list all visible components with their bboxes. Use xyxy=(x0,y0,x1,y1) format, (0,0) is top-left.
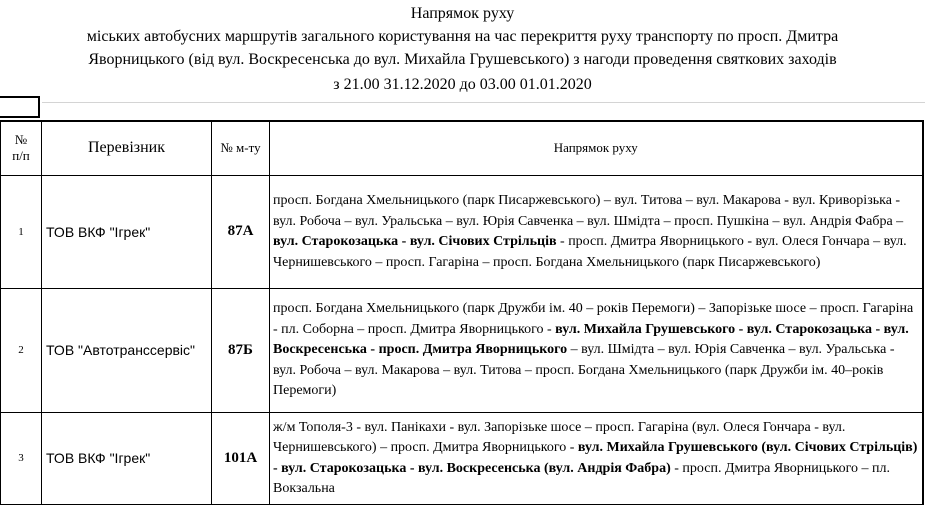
selected-cell[interactable] xyxy=(0,96,40,118)
document-subtitle-line-2: Яворницького (від вул. Воскресенська до вул. Михайла Грушевського) з нагоди проведення святкових заходів xyxy=(88,51,837,68)
direction-segment-closed: вул. Михайла Грушевського - вул. Старокозацька - вул. Воскресенська - просп. Дмитра Яворницького xyxy=(273,321,909,358)
document-date-range: з 21.00 31.12.2020 до 03.00 01.01.2020 xyxy=(333,76,592,93)
header-route: № м-ту xyxy=(212,121,270,175)
row-direction xyxy=(270,175,923,288)
direction-segment: просп. Богдана Хмельницького (парк Дружби ім. 40 – років Перемоги) – Запорізьке шосе – просп. Гагаріна - пл. Соборна – просп. Дмитра Яворницького - xyxy=(273,301,914,337)
row-route: 101А xyxy=(212,412,270,504)
direction-segment: - просп. Дмитра Яворницького - вул. Олеся Гончара – вул. Чернишевського – просп. Гагаріна – просп. Богдана Хмельницького (парк Писаржевського) xyxy=(273,234,907,270)
row-direction xyxy=(270,288,923,412)
direction-segment: - просп. Дмитра Яворницького – пл. Вокзальна xyxy=(273,460,891,496)
row-route: 87Б xyxy=(212,288,270,412)
sheet-gridline xyxy=(42,102,925,103)
header-number-sub-label: п/п xyxy=(12,148,30,164)
table-row xyxy=(1,175,923,288)
row-number: 2 xyxy=(1,288,42,412)
header-direction: Напрямок руху xyxy=(270,121,923,175)
row-route: 87А xyxy=(212,175,270,288)
table-row xyxy=(1,412,923,504)
routes-table xyxy=(0,120,924,505)
direction-segment: просп. Богдана Хмельницького (парк Писаржевського) – вул. Титова – вул. Макарова - вул. Криворізька - вул. Робоча – вул. Уральська – вул. Юрія Савченка – вул. Шмідта – просп. Пушкіна – вул. Андрія Фабра – xyxy=(273,193,904,229)
row-direction xyxy=(270,412,923,504)
direction-segment-closed: вул. Старокозацька - вул. Січових Стрільців xyxy=(273,234,557,249)
row-carrier: ТОВ ВКФ "Ігрек" xyxy=(42,175,212,288)
document-subtitle-line-1: міських автобусних маршрутів загального користування на час перекриття руху транспорту по просп. Дмитра xyxy=(86,28,839,45)
row-carrier: ТОВ ВКФ "Ігрек" xyxy=(42,412,212,504)
table-header-row xyxy=(1,121,923,175)
header-carrier: Перевізник xyxy=(42,121,212,175)
direction-segment: ж/м Тополя-3 - вул. Панікахи - вул. Запорізьке шосе – просп. Гагаріна (вул. Олеся Гончара - вул. Чернишевського) – просп. Дмитра Яворницького - xyxy=(273,419,846,455)
row-carrier: ТОВ "Автотранссервіс" xyxy=(42,288,212,412)
row-number: 1 xyxy=(1,175,42,288)
table-row xyxy=(1,288,923,412)
direction-segment-closed: вул. Михайла Грушевського (вул. Січових Стрільців) - вул. Старокозацька - вул. Воскресенська (вул. Андрія Фабра) xyxy=(273,440,918,476)
direction-segment: – вул. Шмідта – вул. Юрія Савченка – вул. Уральська - вул. Робоча – вул. Макарова – вул. Титова – просп. Богдана Хмельницького (парк Дружби ім. 40–років Перемоги) xyxy=(273,342,895,399)
row-number: 3 xyxy=(1,412,42,504)
document-title: Напрямок руху xyxy=(410,5,515,22)
header-number-label: № xyxy=(14,132,28,148)
header-number xyxy=(1,121,42,175)
